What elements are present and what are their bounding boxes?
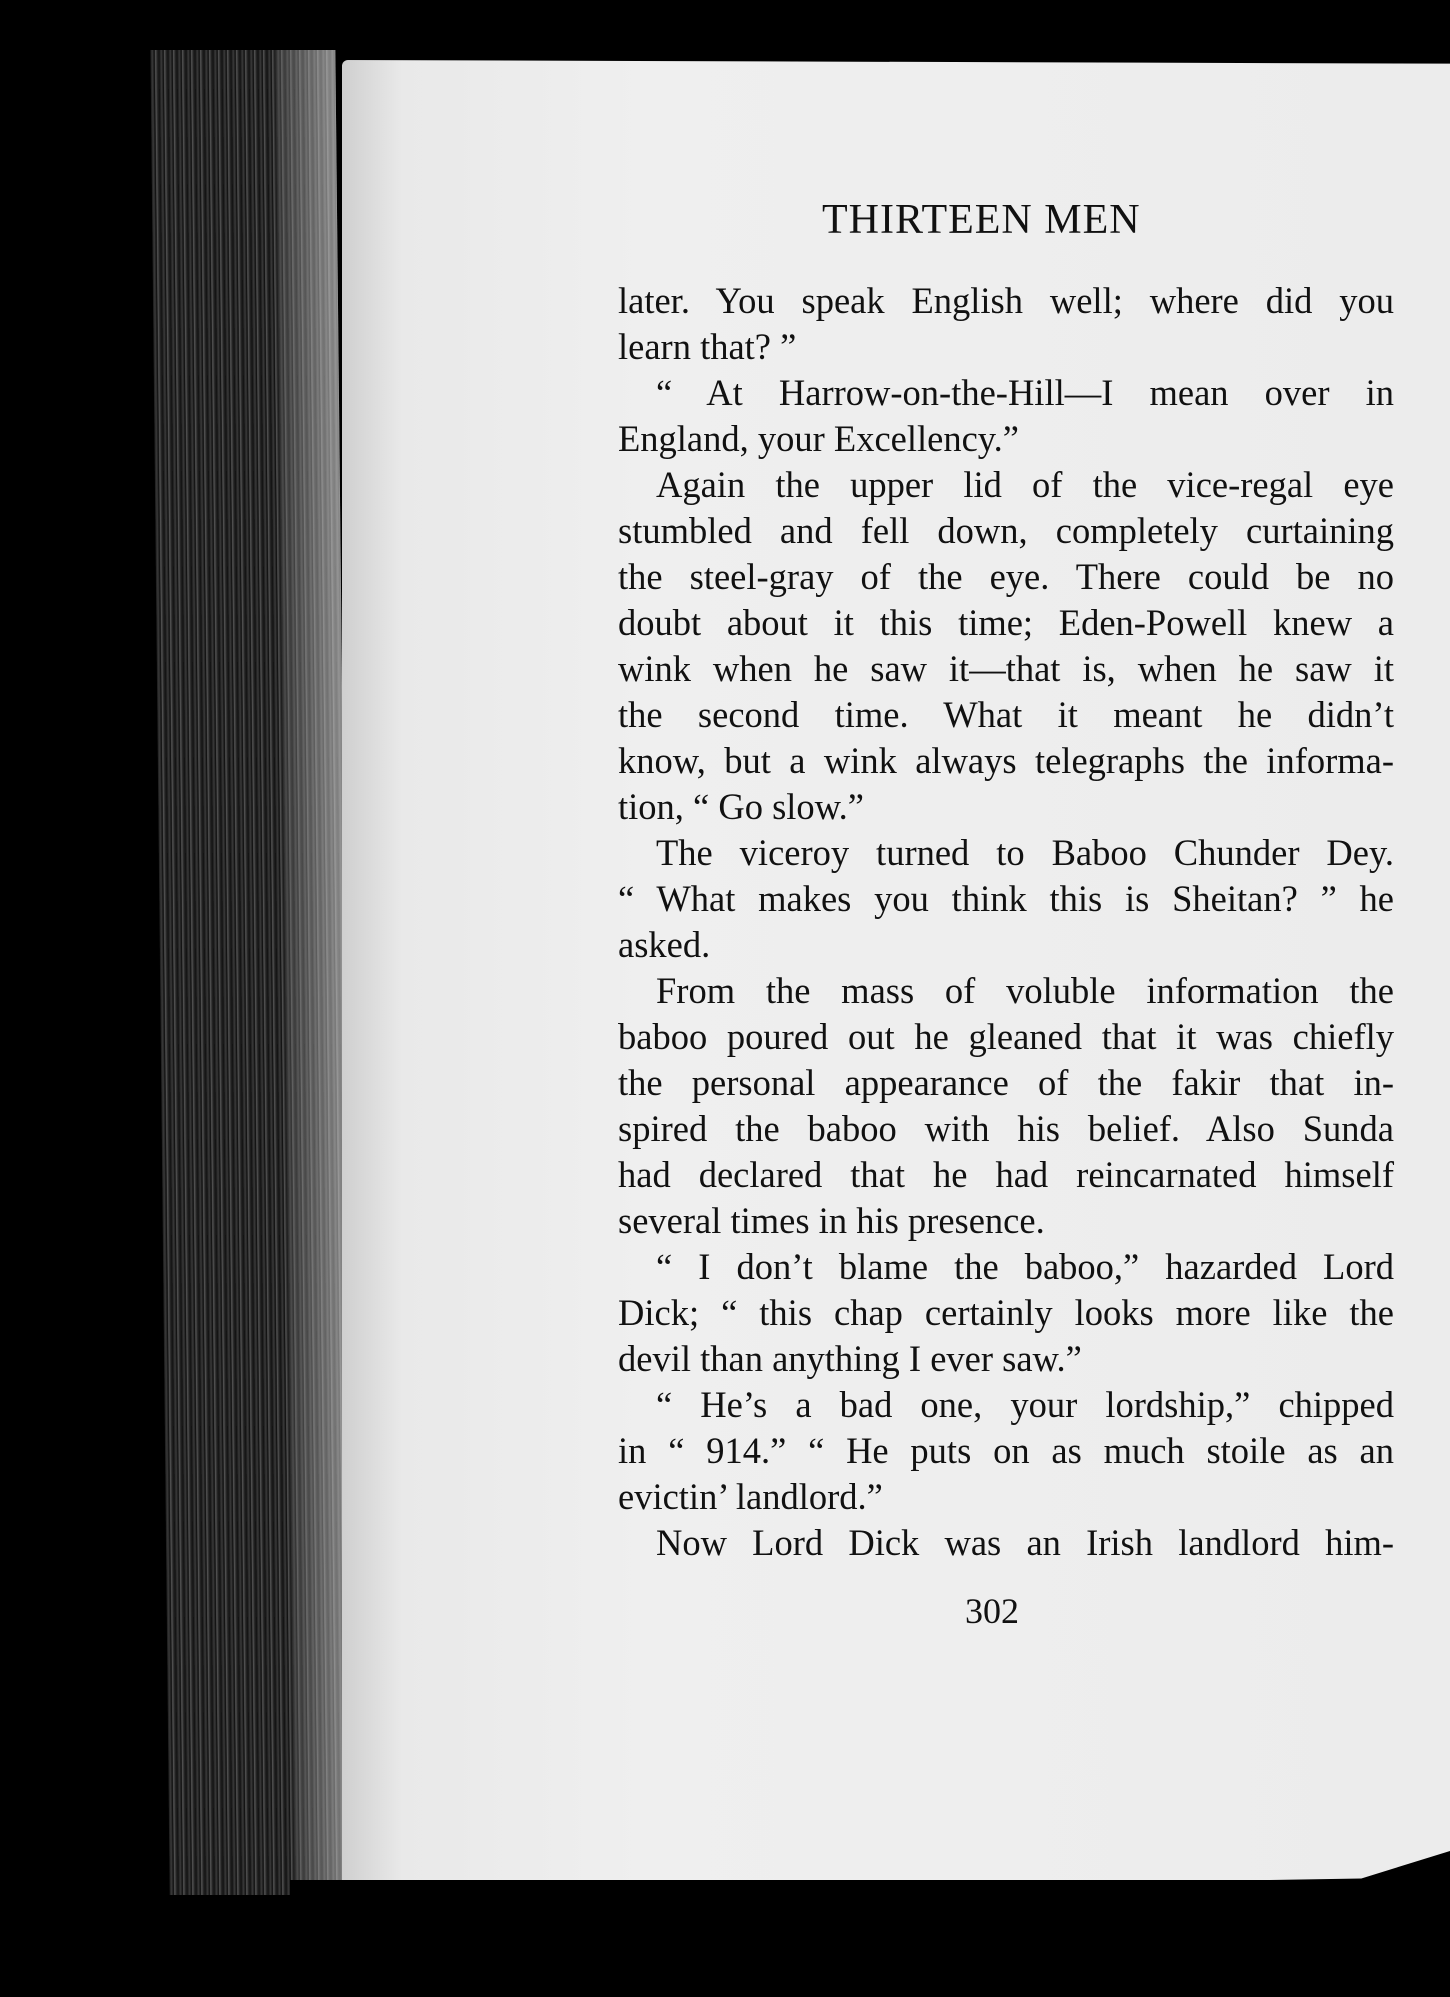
- text-line: several times in his presence.: [618, 1200, 1045, 1241]
- text-line: stumbled and fell down, completely curtaining: [618, 510, 1394, 551]
- text-line: England, your Excellency.”: [618, 418, 1020, 459]
- text-line: “ What makes you think this is Sheitan? ” he: [618, 878, 1394, 919]
- text-line: Dick; “ this chap certainly looks more like the: [618, 1292, 1394, 1333]
- text-line: learn that? ”: [618, 326, 797, 367]
- text-line: baboo poured out he gleaned that it was chiefly: [618, 1016, 1394, 1057]
- text-line: The viceroy turned to Baboo Chunder Dey.: [656, 832, 1394, 873]
- text-line: From the mass of voluble information the: [656, 970, 1394, 1011]
- text-line: “ He’s a bad one, your lordship,” chipped: [656, 1384, 1394, 1425]
- text-line: tion, “ Go slow.”: [618, 786, 865, 827]
- text-line: the steel-gray of the eye. There could be no: [618, 556, 1394, 597]
- text-line: the personal appearance of the fakir that in-: [618, 1062, 1394, 1103]
- text-line: spired the baboo with his belief. Also Sunda: [618, 1108, 1394, 1149]
- text-line: Now Lord Dick was an Irish landlord him-: [656, 1522, 1394, 1563]
- text-line: in “ 914.” “ He puts on as much stoile as an: [618, 1430, 1394, 1471]
- text-line: “ I don’t blame the baboo,” hazarded Lord: [656, 1246, 1394, 1287]
- text-line: Again the upper lid of the vice-regal eye: [656, 464, 1394, 505]
- page-number: 302: [965, 1591, 1019, 1631]
- running-head: THIRTEEN MEN: [822, 197, 1141, 243]
- text-line: devil than anything I ever saw.”: [618, 1338, 1082, 1379]
- text-line: doubt about it this time; Eden-Powell knew a: [618, 602, 1394, 643]
- text-line: evictin’ landlord.”: [618, 1476, 883, 1517]
- text-line: wink when he saw it—that is, when he saw it: [618, 648, 1394, 689]
- text-line: asked.: [618, 924, 711, 965]
- book-page-edges: [150, 50, 354, 1895]
- text-line: later. You speak English well; where did you: [618, 280, 1394, 321]
- text-line: had declared that he had reincarnated himself: [618, 1154, 1394, 1195]
- text-line: the second time. What it meant he didn’t: [618, 694, 1394, 735]
- scan-bottom-shadow: [290, 1880, 1450, 1997]
- text-line: “ At Harrow-on-the-Hill—I mean over in: [656, 372, 1394, 413]
- body-text: [618, 278, 1394, 1566]
- text-line: know, but a wink always telegraphs the informa-: [618, 740, 1394, 781]
